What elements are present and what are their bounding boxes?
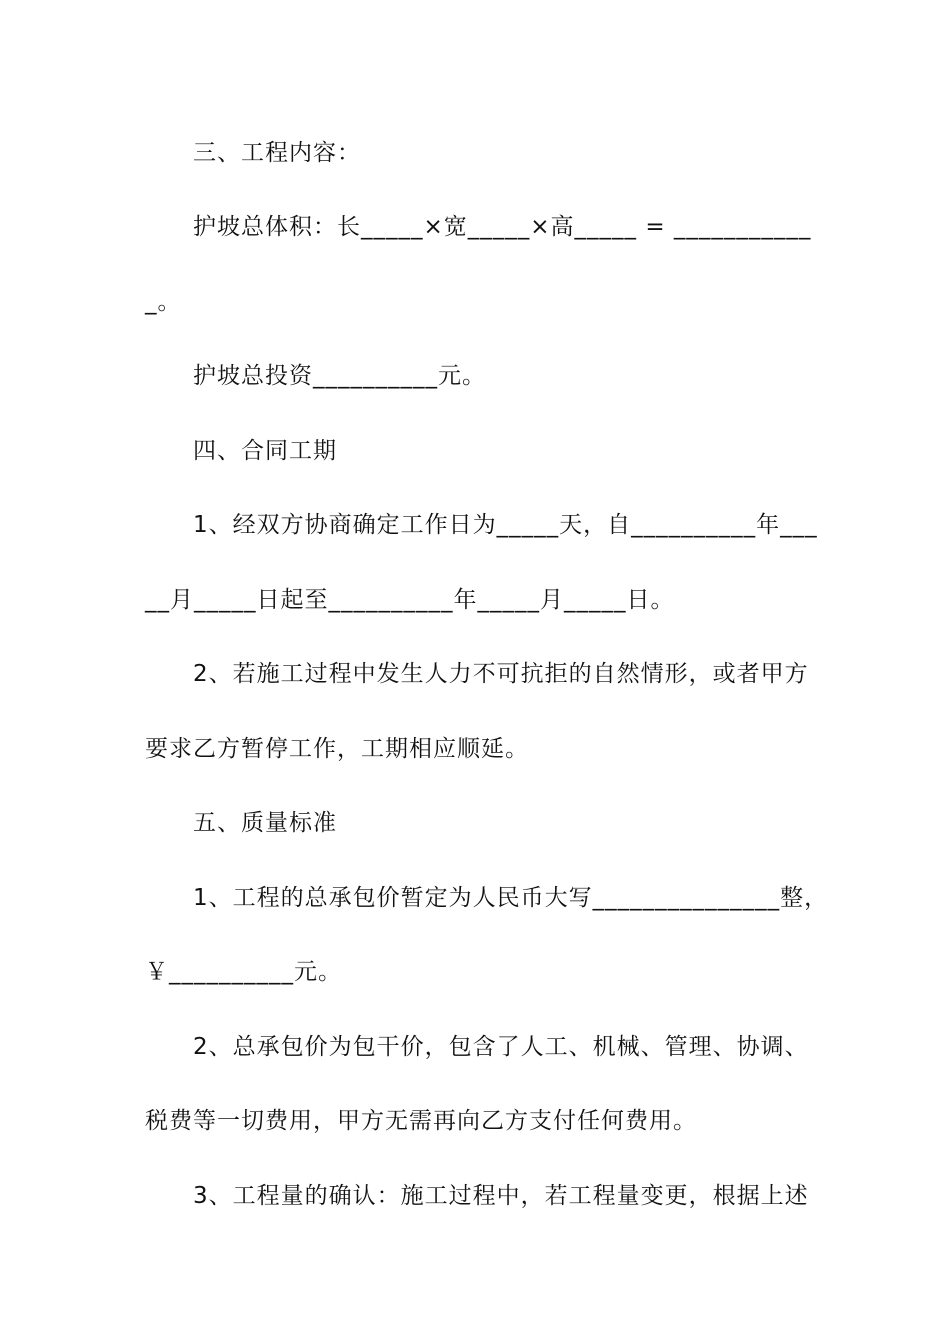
paragraph-slope-volume: 护坡总体积：长_____×宽_____×高_____ = ___________ [193, 214, 812, 240]
paragraph-force-majeure-continued: 要求乙方暂停工作，工期相应顺延。 [145, 736, 529, 762]
paragraph-slope-investment: 护坡总投资__________元。 [193, 363, 486, 389]
paragraph-lump-sum: 2、总承包价为包干价，包含了人工、机械、管理、协调、 [193, 1034, 809, 1060]
paragraph-lump-sum-continued: 税费等一切费用，甲方无需再向乙方支付任何费用。 [145, 1108, 697, 1134]
paragraph-force-majeure: 2、若施工过程中发生人力不可抗拒的自然情形，或者甲方 [193, 661, 809, 687]
paragraph-total-price: 1、工程的总承包价暂定为人民币大写_______________整， [193, 885, 829, 911]
section-heading-project-content: 三、工程内容： [193, 140, 361, 166]
section-heading-contract-period: 四、合同工期 [193, 438, 337, 464]
paragraph-slope-volume-continued: _。 [145, 289, 182, 315]
paragraph-quantity-confirmation: 3、工程量的确认：施工过程中，若工程量变更，根据上述 [193, 1183, 809, 1209]
paragraph-work-days-continued: __月_____日起至__________年_____月_____日。 [145, 587, 675, 613]
paragraph-work-days: 1、经双方协商确定工作日为_____天，自__________年___ [193, 512, 818, 538]
section-heading-quality-standard: 五、质量标准 [193, 810, 337, 836]
paragraph-total-price-continued: ￥__________元。 [145, 959, 342, 985]
